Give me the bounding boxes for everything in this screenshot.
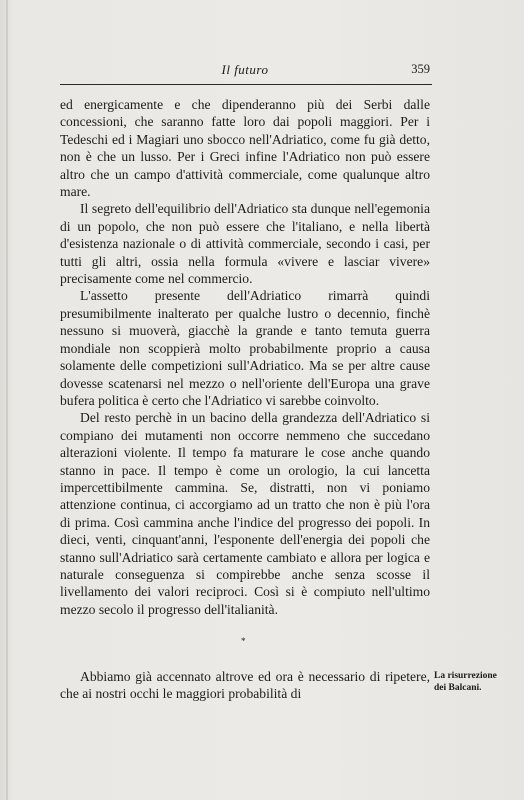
page-number: 359 xyxy=(411,62,430,76)
page-binding-edge xyxy=(6,0,8,800)
body-text xyxy=(60,96,430,618)
paragraph-continued: ed energicamente e che dipenderanno più dei Serbi dalle concessioni, che saranno fatte loro dai popoli maggiori. Per i Tedeschi ed i Magiari uno sbocco nell'Adriatico, come fu già detto, non è che un lusso. Per i Greci infine l'Adriatico non può essere altro che un campo d'attività commerciale, come qualunque altro mare. xyxy=(60,97,430,200)
section-opening-text xyxy=(60,668,430,703)
paragraph: Il segreto dell'equilibrio dell'Adriatico sta dunque nell'egemonia di un popolo, che non può essere che l'italiano, e nella libertà d'esistenza nazionale o di attività commerciale, secondo i casi, per tutti gli altri, ossia nella formula «vivere e lasciar vivere» precisamente come nel commercio. xyxy=(60,201,430,287)
paragraph: L'assetto presente dell'Adriatico rimarrà quindi presumibilmente inalterato per qualche lustro o decennio, finchè nessuno si muoverà, giacchè la grande e tanto temuta guerra mondiale non scoppierà molto probabilmente proprio a causa solamente delle competizioni sull'Adriatico. Ma se per altre cause dovesse scatenarsi nel mezzo o nell'oriente dell'Europa una grave bufera politica è certo che l'Adriatico vi sarebbe coinvolto. xyxy=(60,288,430,408)
running-title: Il futuro xyxy=(221,62,269,77)
header-rule xyxy=(60,84,432,85)
section-asterism: * xyxy=(241,636,246,646)
paragraph: Del resto perchè in un bacino della grandezza dell'Adriatico si compiano dei mutamenti non occorre nemmeno che succedano alterazioni violente. Il tempo fa maturare le cose anche quando stanno in pace. Il tempo è come un orologio, la cui lancetta impercettibilmente cammina. Se, distratti, non vi poniamo attenzione continua, ci accorgiamo ad un tratto che non è più l'ora di prima. Così cammina anche l'indice del progresso dei popoli. In dieci, venti, cinquant'anni, l'esponente dell'energia dei popoli che stanno sull'Adriatico sarà certamente cambiato e allora per logica e naturale conseguenza si compirebbe anche senza scosse il livellamento dei valori reciproci. Così si è compiuto nell'ultimo mezzo secolo il progresso dell'italianità. xyxy=(60,410,430,617)
paragraph: Abbiamo già accennato altrove ed ora è necessario di ripetere, che ai nostri occhi le maggiori probabilità di xyxy=(60,669,430,702)
margin-note: La risurrezione dei Balcani. xyxy=(434,671,497,693)
page-header xyxy=(60,62,430,82)
